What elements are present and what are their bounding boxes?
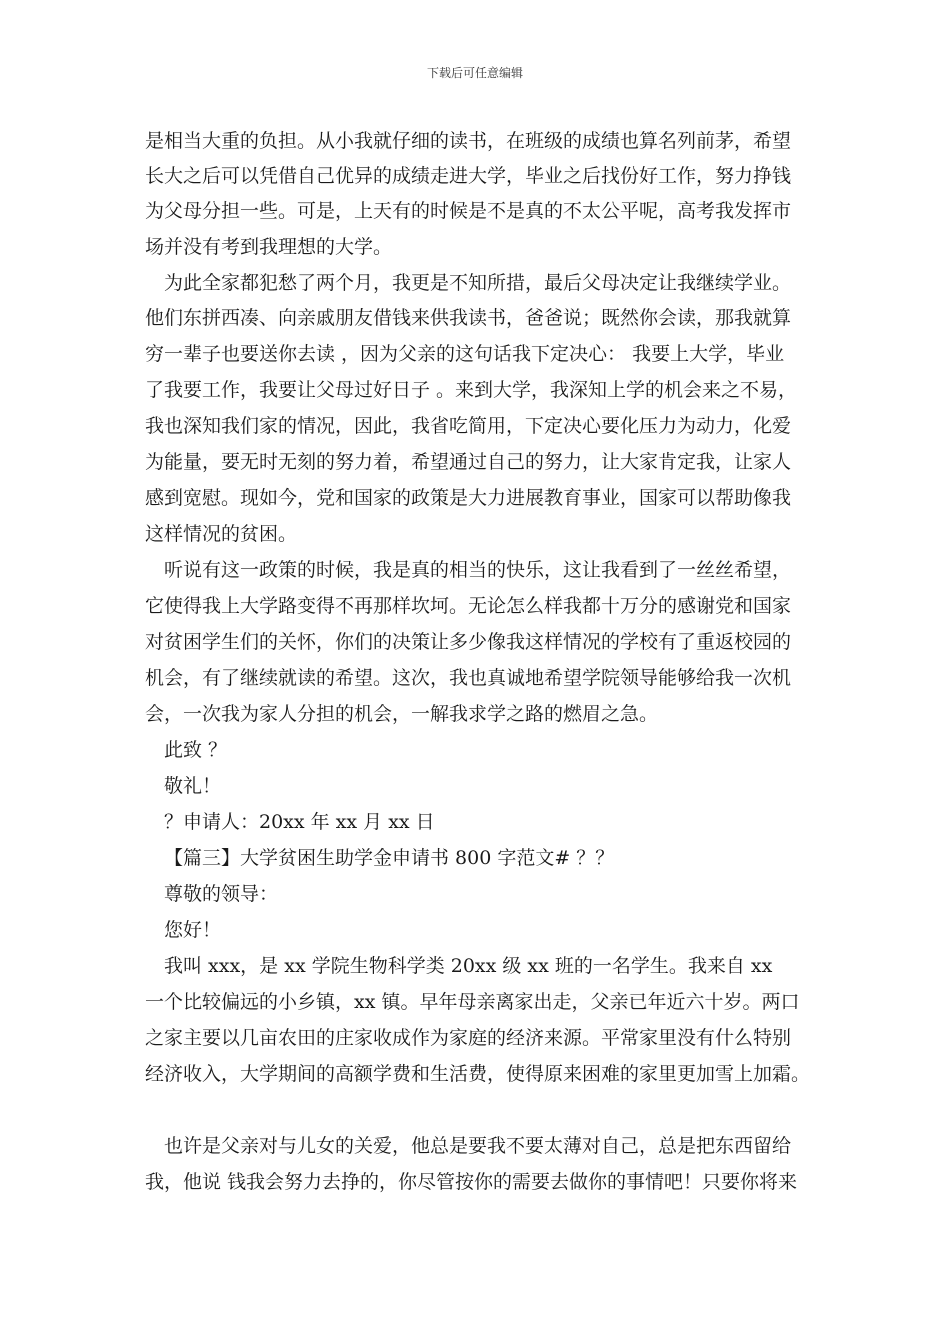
text-line: 机会，有了继续就读的希望。这次，我也真诚地希望学院领导能够给我一次机 bbox=[145, 667, 792, 689]
text-line: 此致 ？ bbox=[164, 739, 228, 761]
text-line: 一个比较偏远的小乡镇，xx 镇。早年母亲离家出走，父亲已年近六十岁。两口 bbox=[145, 991, 800, 1013]
text-line: 长大之后可以凭借自己优异的成绩走进大学，毕业之后找份好工作，努力挣钱 bbox=[145, 165, 792, 187]
text-line: 我也深知我们家的情况，因此，我省吃简用，下定决心要化压力为动力，化爱 bbox=[145, 415, 792, 437]
section-heading: 【篇三】大学贫困生助学金申请书 800 字范文# ？？ bbox=[164, 847, 615, 869]
text-line: 听说有这一政策的时候，我是真的相当的快乐，这让我看到了一丝丝希望， bbox=[164, 559, 792, 581]
text-line: 他们东拼西凑、向亲戚朋友借钱来供我读书，爸爸说；既然你会读，那我就算 bbox=[145, 307, 792, 329]
text-line: 场并没有考到我理想的大学。 bbox=[145, 236, 393, 258]
page-header: 下载后可任意编辑 bbox=[426, 66, 523, 80]
text-line: 会，一次我为家人分担的机会，一解我求学之路的燃眉之急。 bbox=[145, 703, 659, 725]
text-line: ？申请人：20xx 年 xx 月 xx 日 bbox=[164, 811, 435, 833]
text-line: 这样情况的贫困。 bbox=[145, 523, 298, 545]
text-line: 为此全家都犯愁了两个月，我更是不知所措，最后父母决定让我继续学业。 bbox=[164, 272, 792, 294]
text-line: 尊敬的领导： bbox=[164, 883, 279, 905]
text-line: 我叫 xxx，是 xx 学院生物科学类 20xx 级 xx 班的一名学生。我来自 xx bbox=[164, 955, 773, 977]
text-line: 了我要工作，我要让父母过好日子 。来到大学，我深知上学的机会来之不易， bbox=[145, 379, 798, 401]
text-line: 经济收入，大学期间的高额学费和生活费，使得原来困难的家里更加雪上加霜。 bbox=[145, 1063, 811, 1085]
text-line: 它使得我上大学路变得不再那样坎坷。无论怎么样我都十万分的感谢党和国家 bbox=[145, 595, 792, 617]
text-line: 之家主要以几亩农田的庄家收成作为家庭的经济来源。平常家里没有什么特别 bbox=[145, 1027, 792, 1049]
text-line: 穷一辈子也要送你去读 ，因为父亲的这句话我下定决心： 我要上大学，毕业 bbox=[145, 343, 785, 365]
text-line: 为能量，要无时无刻的努力着，希望通过自己的努力，让大家肯定我，让家人 bbox=[145, 451, 792, 473]
text-line: 我，他说 钱我会努力去挣的，你尽管按你的需要去做你的事情吧！只要你将来 bbox=[145, 1171, 798, 1193]
text-line: 也许是父亲对与儿女的关爱，他总是要我不要太薄对自己，总是把东西留给 bbox=[164, 1135, 792, 1157]
text-line: 感到宽慰。现如今，党和国家的政策是大力进展教育事业，国家可以帮助像我 bbox=[145, 487, 792, 509]
text-line: 是相当大重的负担。从小我就仔细的读书，在班级的成绩也算名列前茅，希望 bbox=[145, 130, 792, 152]
text-line: 您好！ bbox=[164, 919, 222, 941]
text-line: 敬礼！ bbox=[164, 775, 222, 797]
text-line: 对贫困学生们的关怀，你们的决策让多少像我这样情况的学校有了重返校园的 bbox=[145, 631, 792, 653]
text-line: 为父母分担一些。可是，上天有的时候是不是真的不太公平呢，高考我发挥市 bbox=[145, 200, 792, 222]
